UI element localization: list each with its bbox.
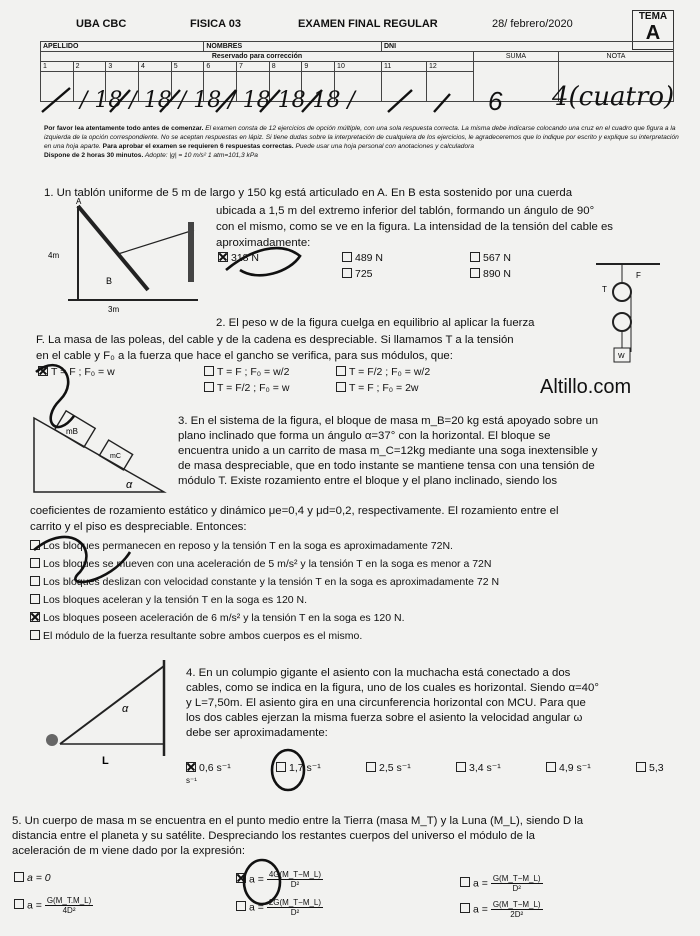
q3-label-mc: mC: [110, 453, 121, 460]
q1-text-4: aproximadamente:: [216, 237, 311, 249]
grid-number: 4: [139, 62, 172, 72]
q3-option-3[interactable]: Los bloques deslizan con velocidad constante y la tensión T en la soga es aproximadamente 72 N: [30, 576, 499, 588]
q4-option-4[interactable]: 3,4 s⁻¹: [456, 762, 501, 774]
q2-option-2[interactable]: T = F ; F₀ = w/2: [204, 366, 289, 378]
tema-label: TEMA: [638, 11, 668, 22]
q3-option-5[interactable]: Los bloques poseen aceleración de 6 m/s² y la tensión T en la soga es 120 N.: [30, 612, 405, 624]
q4-label-l: L: [102, 755, 109, 767]
q3-text: 3. En el sistema de la figura, el bloque de masa m_B=20 kg está apoyado sobre un plano inclinado que forma un ángulo α=37° con la horizontal. El bloque se encuentra unido a un carrito de masa m_C=12kg mediante una soga inextensible y de masa despreciable, que en todo instante se mantiene tensa con una tensión de módulo T. Existe rozamiento entre el bloque y el plano inclinado, siendo los: [178, 415, 599, 487]
grid-number: 10: [335, 62, 382, 72]
handwritten-marks-text: / 18 / 18 / 18 / 18 18 18 /: [80, 88, 355, 113]
q5-option-f5[interactable]: a = $\frac{G(M\_T-M\_L)}{\text{2D²}}$: [460, 900, 543, 919]
q1-label-w: 3m: [108, 305, 120, 314]
q5-text: 5. Un cuerpo de masa m se encuentra en el punto medio entre la Tierra (masa M_T) y la Luna (M_L), siendo D la distancia entre el planeta y su satélite. Despreciando los restantes cuerpos del universo el módulo de la aceleración de m viene dado por la expresión:: [12, 815, 584, 857]
q1-option-5[interactable]: 890 N: [470, 268, 511, 280]
reservado-label: Reservado para corrección: [41, 52, 474, 62]
q5-option-a0[interactable]: a = 0: [14, 872, 51, 884]
q1-option-4[interactable]: 725: [342, 268, 373, 280]
q5-option-f2[interactable]: a = $\frac{4G(M\_T-M\_L)}{\text{D²}}$: [236, 870, 323, 889]
q2-option-5[interactable]: T = F ; F₀ = 2w: [336, 382, 419, 394]
handwritten-nota: 4(cuatro): [552, 82, 675, 112]
grid-number: 11: [381, 62, 426, 72]
watermark: Altillo.com: [540, 376, 632, 398]
q3-label-alpha: α: [126, 479, 133, 491]
grid-number: 8: [269, 62, 302, 72]
q1-label-b: B: [106, 276, 113, 286]
q2-text-3: en el cable y F₀ a la fuerza que hace el gancho se verifica, para sus módulos, que:: [36, 350, 453, 362]
q1-option-1[interactable]: 318 N: [218, 252, 259, 264]
q4-option-6[interactable]: 5,3: [636, 762, 664, 774]
q2-label-t: T: [602, 285, 607, 294]
suma-label: SUMA: [474, 52, 559, 62]
instructions: Por favor lea atentamente todo antes de comenzar. El examen consta de 12 ejercicios de opción múltiple, con una sola respuesta correcta. La misma debe indicarse colocando una cruz en el cuadro que figura a la izquierda de la opción correspondiente. No se aceptan respuestas en lápiz. Si tiene dudas sobre la interpretación de cualquiera de los ejercicios, le agradeceremos que lo indique por escrito y explique su interpretación en una hoja aparte. Para aprobar el examen se requieren 6 respuestas correctas. Puede usar una hoja personal con anotaciones y calculadora Dispone de 2 horas 30 minutos. Adopte: |g| = 10 m/s² 1 atm=101,3 kPa: [44, 125, 679, 159]
q3-text-7: carrito y el piso es despreciable. Entonces:: [30, 521, 247, 533]
q3-option-2[interactable]: Los bloques se mueven con una aceleración de 5 m/s² y la tensión T en la soga es menor a 72N: [30, 558, 491, 570]
q4-option-3[interactable]: 2,5 s⁻¹: [366, 762, 411, 774]
grid-number: 5: [171, 62, 204, 72]
q4-label-alpha: α: [122, 703, 129, 715]
q1-option-2[interactable]: 489 N: [342, 252, 383, 264]
handwritten-suma: 6: [488, 86, 503, 116]
grid-number: 2: [73, 62, 106, 72]
grid-number: 1: [41, 62, 74, 72]
q4-option-2[interactable]: 1,7 s⁻¹: [276, 762, 321, 774]
dni-field[interactable]: DNI: [381, 42, 673, 52]
exam-title: EXAMEN FINAL REGULAR: [298, 18, 438, 30]
tema-value: A: [645, 22, 661, 44]
q3-text-6: coeficientes de rozamiento estático y dinámico μe=0,4 y μd=0,2, respectivamente. El rozamiento entre el: [30, 505, 559, 517]
q4-option-6-unit: s⁻¹: [186, 776, 197, 785]
q3-option-1[interactable]: Los bloques permanecen en reposo y la tensión T en la soga es aproximadamente 72N.: [30, 540, 453, 552]
q5-option-f4[interactable]: a = $\frac{G(M\_T-M\_L)}{\text{D²}}$: [460, 874, 543, 893]
grid-number: 12: [427, 62, 474, 72]
q1-label-a: A: [76, 197, 82, 206]
nombres-field[interactable]: NOMBRES: [204, 42, 382, 52]
apellido-field[interactable]: APELLIDO: [41, 42, 204, 52]
q3-option-6[interactable]: El módulo de la fuerza resultante sobre ambos cuerpos es el mismo.: [30, 630, 362, 642]
grid-number: 9: [302, 62, 335, 72]
subject: FISICA 03: [190, 18, 241, 30]
q2-option-3[interactable]: T = F/2 ; F₀ = w/2: [336, 366, 430, 378]
q5-option-f3[interactable]: a = $\frac{2G(M\_T-M\_L)}{\text{D²}}$: [236, 898, 323, 917]
q2-option-1[interactable]: T = F ; F₀ = w: [38, 366, 115, 378]
exam-date: 28/ febrero/2020: [492, 18, 573, 30]
q3-label-mb: mB: [66, 427, 78, 436]
grid-number: 7: [237, 62, 270, 72]
q4-option-5[interactable]: 4,9 s⁻¹: [546, 762, 591, 774]
q4-option-1[interactable]: 0,6 s⁻¹: [186, 762, 231, 774]
q1-text-2: ubicada a 1,5 m del extremo inferior del tablón, formando un ángulo de 90°: [216, 205, 595, 217]
q1-label-h: 4m: [48, 251, 60, 260]
school-name: UBA CBC: [76, 18, 127, 30]
nota-label: NOTA: [559, 52, 674, 62]
q1-text-3: con el mismo, como se ve en la figura. La intensidad de la tensión del cable es: [216, 221, 614, 233]
grid-number: 3: [106, 62, 139, 72]
grid-number: 6: [204, 62, 237, 72]
q2-label-w: W: [618, 353, 625, 360]
q1-option-3[interactable]: 567 N: [470, 252, 511, 264]
q2-text-1: 2. El peso w de la figura cuelga en equilibrio al aplicar la fuerza: [216, 317, 535, 329]
q2-label-f: F: [636, 271, 641, 280]
q1-text-1: 1. Un tablón uniforme de 5 m de largo y 150 kg está articulado en A. En B esta sostenido por una cuerda: [44, 187, 573, 199]
q5-option-f1[interactable]: a = $\frac{G(M\_T.M\_L)}{\text{4D²}}$: [14, 896, 93, 915]
q3-option-4[interactable]: Los bloques aceleran y la tensión T en la soga es 120 N.: [30, 594, 307, 606]
q2-option-4[interactable]: T = F/2 ; F₀ = w: [204, 382, 289, 394]
q2-text-2: F. La masa de las poleas, del cable y de la cadena es despreciable. Si llamamos T a la tensión: [36, 334, 514, 346]
q4-text: 4. En un columpio gigante el asiento con la muchacha está conectado a dos cables, como se indica en la figura, uno de los cuales es horizontal. Siendo α=40° y L=7,50m. El asiento gira en una circunferencia horizontal con MCU. Para que los dos cables ejerzan la misma fuerza sobre el asiento la velocidad angular ω debe ser aproximadamente:: [186, 667, 599, 739]
